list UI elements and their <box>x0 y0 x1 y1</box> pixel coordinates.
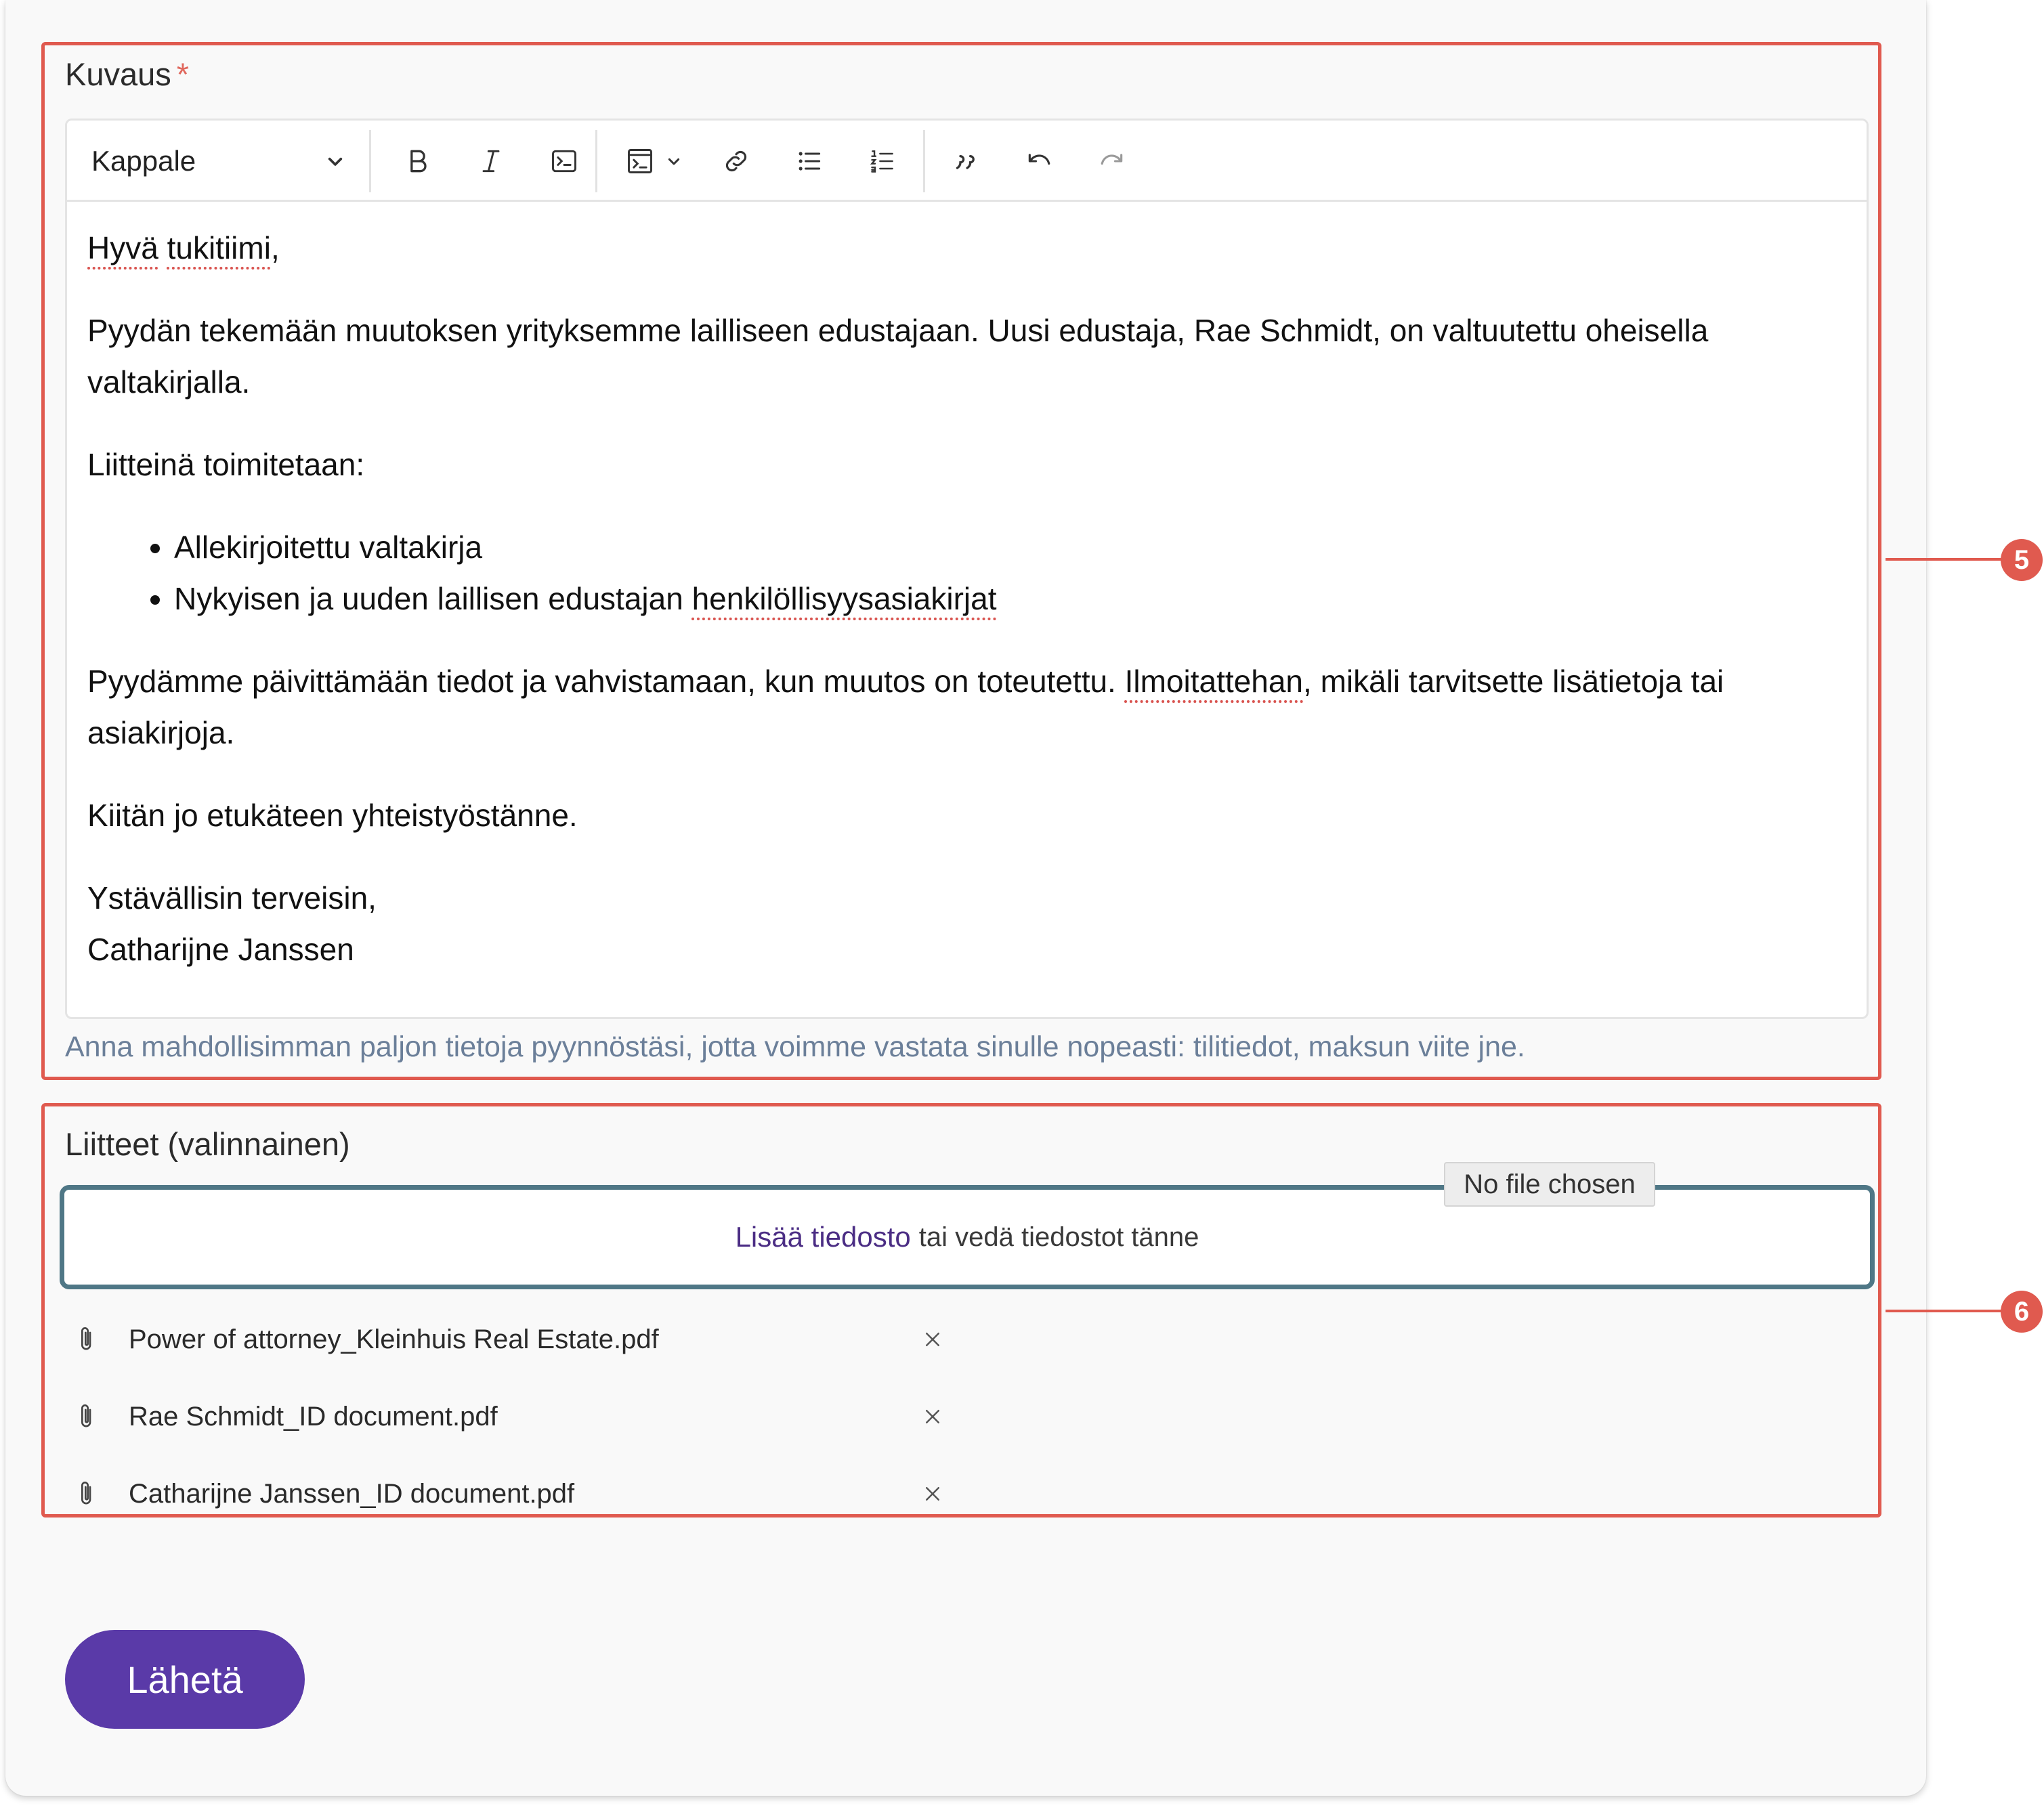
paragraph-thanks: Kiitän jo etukäteen yhteistyöstänne. <box>87 798 578 833</box>
paragraph-request: Pyydän tekemään muutoksen yrityksemme lailliseen edustajaan. Uusi edustaja, Rae Schmidt, on valtuutettu oheisella valtakirjalla. <box>87 313 1709 400</box>
file-name: Power of attorney_Kleinhuis Real Estate.pdf <box>129 1324 659 1354</box>
callout-line <box>1886 558 2005 561</box>
required-marker: * <box>176 56 190 92</box>
callout-badge-5: 5 <box>2001 539 2043 581</box>
submit-button[interactable]: Lähetä <box>65 1630 305 1729</box>
attachments-label: Liitteet (valinnainen) <box>65 1126 350 1162</box>
highlight-box-attachments <box>41 1103 1881 1518</box>
closing: Ystävällisin terveisin, <box>87 880 377 916</box>
file-name: Rae Schmidt_ID document.pdf <box>129 1401 498 1432</box>
callout-line <box>1886 1310 2005 1312</box>
description-hint: Anna mahdollisimman paljon tietoja pyynnöstäsi, jotta voimme vastata sinulle nopeasti: tilitiedot, maksun viite jne. <box>65 1031 1525 1063</box>
paragraph-style-select[interactable]: Kappale <box>91 141 349 181</box>
highlight-box-description <box>41 42 1881 1080</box>
greeting: Hyvä tukitiimi, <box>87 230 280 265</box>
callout-badge-6: 6 <box>2001 1291 2043 1333</box>
add-file-link[interactable]: Lisää tiedosto <box>735 1221 911 1253</box>
dropzone-text: tai vedä tiedostot tänne <box>918 1222 1199 1252</box>
list-item: • Nykyisen ja uuden laillisen edustajan henkilöllisyysasiakirjat <box>174 573 1848 624</box>
description-label: Kuvaus * <box>65 56 190 92</box>
file-input-status[interactable]: No file chosen <box>1444 1162 1655 1207</box>
signature: Catharijne Janssen <box>87 932 354 967</box>
paragraph-attachments-intro: Liitteinä toimitetaan: <box>87 447 365 482</box>
paragraph-update-request: Pyydämme päivittämään tiedot ja vahvistamaan, kun muutos on toteutettu. Ilmoitattehan, mikäli tarvitsette lisätietoja tai asiakirjoja. <box>87 664 1724 750</box>
list-item: • Allekirjoitettu valtakirja <box>174 521 1848 573</box>
file-name: Catharijne Janssen_ID document.pdf <box>129 1478 575 1509</box>
